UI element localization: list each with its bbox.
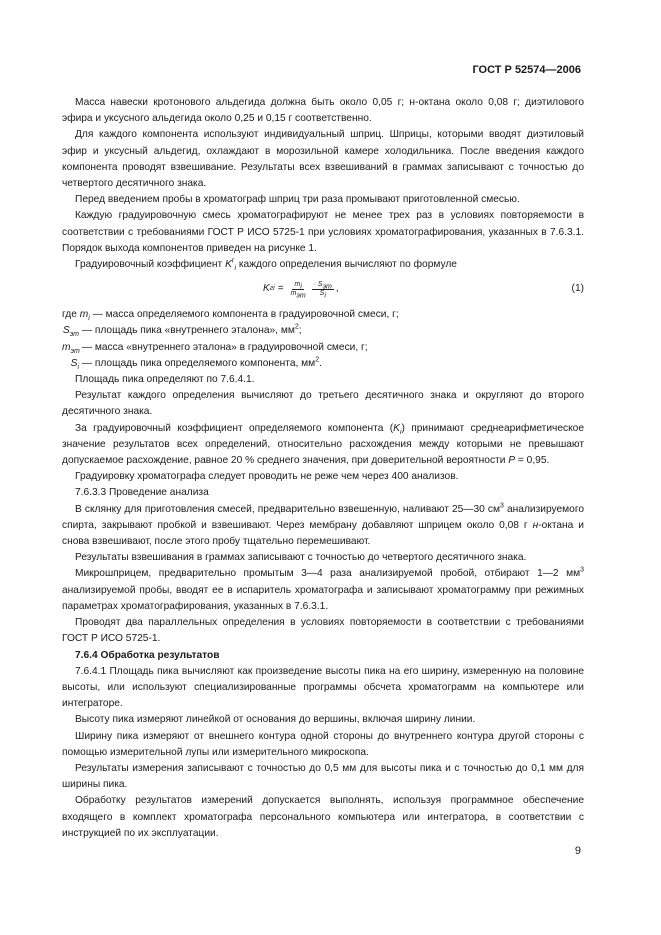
formula-number: (1)	[571, 283, 584, 295]
definition-row: $S_{эт}$ — площадь пика «внутреннего эталона», $мм^2$;	[62, 324, 302, 339]
paragraph: Результат каждого определения вычисляют до третьего десятичного знака и округляют до второго десятичного знака.	[62, 390, 584, 418]
paragraph: Площадь пика определяют по 7.6.4.1.	[75, 374, 255, 386]
paragraph: Для каждого компонента используют индивидуальный шприц. Шприцы, которыми вводят диэтиловый эфир и уксусный альдегид, охлаждают в морозильной камере холодильника. После введения каждого компонента проводят взвешивание. Результаты всех взвешиваний в граммах записывают с точностью до четвертого десятичного знака.	[62, 129, 584, 190]
formula-body: K г i = $\frac{m_i}{m_{эт}}$ $\frac{\cdot S_{эт}}{S_i}$ ,	[263, 280, 339, 300]
variable-definitions	[62, 307, 584, 372]
paragraph: Результаты взвешивания в граммах записывают с точностью до четвертого десятичного знака.	[75, 552, 527, 564]
paragraph: Проводят два параллельных определения в условиях повторяемости в соответствии с требованиями ГОСТ Р ИСО 5725-1.	[62, 617, 584, 645]
paragraph: Высоту пика измеряют линейкой от основания до вершины, включая ширину линии.	[75, 714, 476, 726]
paragraph: Каждую градуировочную смесь хроматографируют не менее трех раз в условиях повторяемости в соответствии с требованиями ГОСТ Р ИСО 5725-1 при условиях хроматографирования, указанных в 7.6.3.1. Порядок выхода компонентов приведен на рисунке 1.	[62, 210, 584, 254]
paragraph: Обработку результатов измерений допускается выполнять, используя программное обеспечение входящего в комплект хроматографа персонального компьютера или интегратора, в соответствии с инструкцией по их эксплуатации.	[62, 795, 584, 839]
paragraph: Ширину пика измеряют от внешнего контура одной стороны до внутреннего контура другой стороны с помощью измерительной лупы или измерительного микроскопа.	[62, 730, 584, 758]
paragraph: В склянку для приготовления смесей, предварительно взвешенную, наливают 25—30 $см^3$ анализируемого спирта, закрывают пробкой и взвешивают. Через мембрану добавляют шприцем около 0,08 г н-октана и снова взвешивают, после этого пробу тщательно перемешивают.	[62, 502, 584, 548]
paragraph: Перед введением пробы в хроматограф шприц три раза промывают приготовленной смесью.	[75, 194, 520, 206]
formula-fraction: $\frac{m_i}{m_{эт}}$	[290, 280, 306, 300]
page-header: ГОСТ Р 52574—2006	[472, 64, 581, 76]
paragraph: Результаты измерения записывают с точностью до 0,5 мм для высоты пика и с точностью до 0,1 мм для ширины пика.	[62, 762, 584, 791]
paragraph: Масса навески кротонового альдегида должна быть около 0,05 г; н-октана около 0,08 г; диэтилового эфира и уксусного альдегида около 0,25 и 0,15 г соответственно.	[62, 97, 584, 125]
paragraph: Градуировку хроматографа следует проводить не реже чем через 400 анализов.	[75, 471, 459, 483]
formula-fraction: $\frac{\cdot S_{эт}}{S_i}$	[313, 280, 332, 300]
paragraph: 7.6.4.1 Площадь пика вычисляют как произведение высоты пика на его ширину, измеренную на половине высоты, или используют специализированные программы обсчета хроматограмм на компьютере или интеграторе.	[62, 665, 584, 710]
paragraph: Микрошприцем, предварительно промытым 3—4 раза анализируемой пробой, отбирают 1—2 $мм^3$ анализируемой пробы, вводят ее в испаритель хроматографа и записывают хроматограмму при режимных параметрах хроматографирования, указанных в 7.6.3.1.	[62, 567, 584, 612]
section-heading: 7.6.4 Обработка результатов	[75, 649, 220, 661]
page-body	[62, 95, 584, 842]
formula	[62, 274, 584, 304]
page-number: 9	[574, 845, 581, 857]
definition-row: где $m_i$ — масса определяемого компонента в градуировочной смеси, г;	[62, 309, 399, 323]
paragraph: За градуировочный коэффициент определяемого компонента $(K_i)$ принимают среднеарифметическое значение результатов всех определений, относительно расхождения между которыми не превышают допускаемое расхождение, равное 20 % среднего значения, при доверительной вероятности P = 0,95.	[62, 422, 585, 467]
definition-row: $S_i$ — площадь пика определяемого компонента, $мм^2$.	[70, 356, 322, 371]
paragraph-formula-intro: Градуировочный коэффициент $K^г_i$ каждого определения вычисляют по формуле	[75, 257, 457, 273]
definition-row: $m_{эт}$ — масса «внутреннего эталона» в градуировочной смеси, г;	[62, 341, 368, 355]
section-heading: 7.6.3.3 Проведение анализа	[75, 487, 209, 499]
